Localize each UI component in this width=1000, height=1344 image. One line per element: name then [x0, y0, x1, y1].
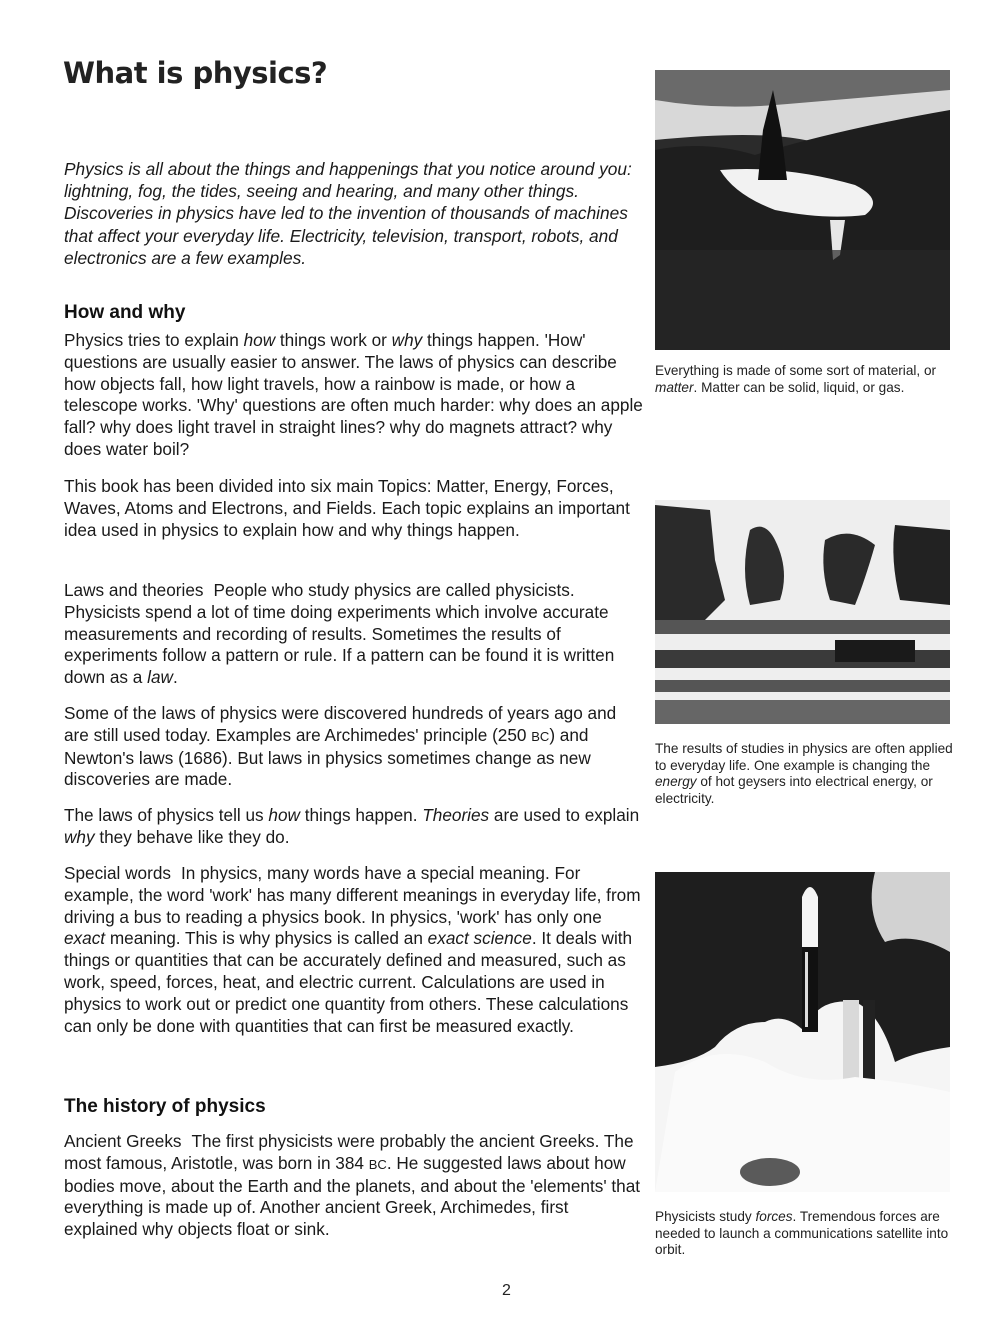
laws-and-theories-paragraph-3	[64, 805, 644, 849]
geysers-image	[655, 500, 950, 724]
text: People who study physics are called physicists. Physicists spend a lot of time doing experiments which involve accurate measurements and recording of results. Sometimes the results of experiments follow a pattern or rule. If a pattern can be found it is written down as a	[64, 580, 615, 688]
history-paragraph	[64, 1131, 644, 1241]
text: things work or	[275, 330, 392, 350]
runin-heading-special-words: Special words	[64, 863, 171, 883]
emphasis-why: why	[391, 330, 423, 350]
emphasis-how: how	[243, 330, 276, 350]
text: they behave like they do.	[94, 826, 290, 847]
section-heading-how-and-why: How and why	[64, 302, 186, 323]
text: In physics, many words have a special meaning. For example, the word 'work' has many different meanings in everyday life, from driving a bus to reading a physics book. In physics, 'work' has only one	[64, 863, 641, 927]
rocket-launch-photo	[655, 872, 950, 1192]
emphasis-energy: energy	[655, 774, 697, 790]
emphasis-forces: forces	[755, 1209, 793, 1224]
emphasis-theories: Theories	[422, 805, 490, 825]
emphasis-how: how	[268, 805, 300, 825]
emphasis-exact-science: exact science	[427, 928, 532, 949]
special-words-paragraph	[64, 863, 644, 1037]
how-and-why-paragraph-2: This book has been divided into six main Topics: Matter, Energy, Forces, Waves, Atoms and Electrons, and Fields. Each topic explains an important idea used in physics to explain how and why things happen.	[64, 476, 630, 540]
emphasis-law: law	[147, 667, 173, 688]
text: The first physicists were probably the ancient Greeks. The most famous, Aristotle, was born in 384	[64, 1131, 634, 1173]
text: things happen.	[299, 805, 423, 825]
text: of hot geysers into electrical energy, or electricity.	[655, 774, 933, 806]
text: Physicists study	[655, 1209, 756, 1224]
runin-heading-laws-and-theories: Laws and theories	[64, 580, 204, 600]
text: .	[172, 667, 178, 688]
text: meaning. This is why physics is called an	[105, 928, 428, 949]
text: Physics tries to explain	[64, 330, 244, 350]
geysers-power-station-photo	[655, 500, 950, 724]
lake-landscape-image	[655, 70, 950, 350]
text: . It deals with things or quantities that can be accurately defined and measured, such as work, speed, forces, heat, and electric current. Calculations are used in physics to work out or predict one quantity from others. These calculations can only be done with quantities that can first be measured exactly.	[64, 928, 633, 1036]
text: The results of studies in physics are often applied to everyday life. One example is changing the	[655, 741, 953, 773]
figure-caption-energy	[655, 741, 955, 807]
era-bc: BC	[368, 1156, 387, 1172]
era-bc: BC	[531, 728, 550, 744]
text: things happen. 'How' questions are usually easier to answer. The laws of physics can describe how objects fall, how light travels, how a rainbow is made, or how a telescope works. 'Why' questions are often much harder: why does an apple fall? why does light travel in straight lines? why do magnets attract? why does water boil?	[64, 330, 643, 459]
emphasis-matter: matter	[655, 379, 694, 395]
figure-caption-forces	[655, 1209, 955, 1259]
page-title: What is physics?	[63, 56, 328, 90]
laws-and-theories-paragraph-2	[64, 703, 644, 791]
text: . Matter can be solid, liquid, or gas.	[693, 379, 905, 395]
rocket-image	[655, 872, 950, 1192]
text: Some of the laws of physics were discovered hundreds of years ago and are still used today. Examples are Archimedes' principle (250	[64, 703, 617, 745]
figure-caption-matter	[655, 363, 955, 396]
page-number: 2	[502, 1282, 511, 1299]
text: The laws of physics tell us	[64, 805, 269, 825]
emphasis-exact: exact	[64, 928, 106, 949]
text: . Tremendous forces are needed to launch a communications satellite into orbit.	[655, 1209, 949, 1258]
text: Everything is made of some sort of material, or	[655, 363, 937, 378]
text: ) and Newton's laws (1686). But laws in physics sometimes change as new discoveries are made.	[64, 724, 591, 790]
text: . He suggested laws about how bodies move, about the Earth and the planets, and about the 'elements' that everything is made up of. Another ancient Greek, Archimedes, first explained why objects float or sink.	[64, 1152, 641, 1240]
runin-heading-ancient-greeks: Ancient Greeks	[64, 1131, 182, 1151]
emphasis-why: why	[64, 826, 95, 847]
lake-landscape-photo	[655, 70, 950, 350]
how-and-why-paragraph-1	[64, 330, 644, 461]
section-heading-history: The history of physics	[64, 1096, 266, 1117]
text: are used to explain	[489, 805, 640, 825]
intro-paragraph: Physics is all about the things and happenings that you notice around you: lightning, fog, the tides, seeing and hearing, and many other things. Discoveries in physics have led to the invention of thousands of machines that affect your everyday life. Electricity, television, transport, robots, and electronics are a few examples.	[64, 159, 632, 268]
laws-and-theories-paragraph-1	[64, 580, 644, 689]
